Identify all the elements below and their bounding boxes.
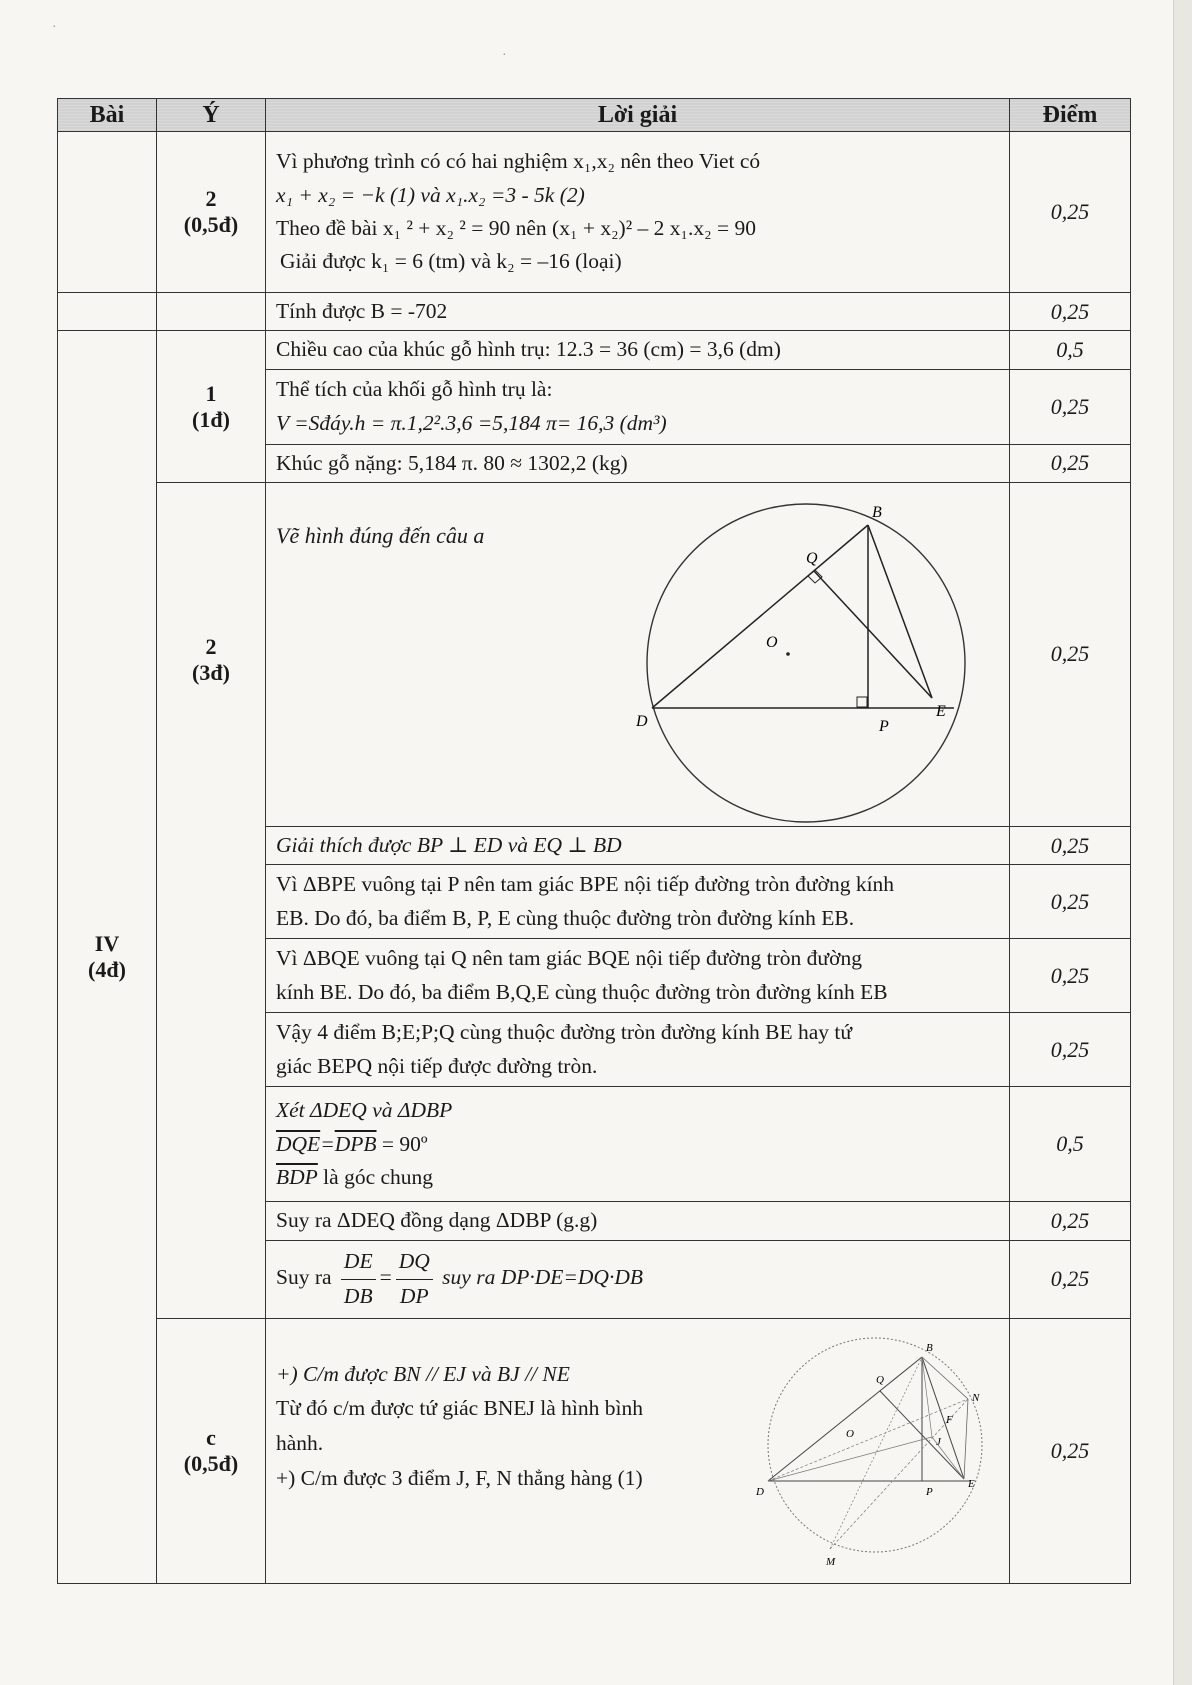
solution-cell: Chiều cao của khúc gỗ hình trụ: 12.3 = 36 (cm) = 3,6 (dm) [266, 331, 1010, 369]
table-row [58, 293, 1131, 331]
point-label-e: E [968, 1477, 975, 1490]
point-label-n: N [972, 1391, 980, 1404]
point-label-d: D [636, 712, 648, 730]
y-points: (3đ) [192, 659, 230, 685]
numerator: DQ [396, 1245, 433, 1279]
fraction-suffix: suy ra DP·DE=DQ·DB [442, 1265, 643, 1289]
header-y: Ý [157, 99, 266, 132]
solution-cell [266, 369, 1010, 444]
solution-cell: Suy ra ΔDEQ đồng dạng ΔDBP (g.g) [266, 1202, 1010, 1240]
header-loigiai: Lời giải [266, 99, 1010, 132]
solution-cell [266, 939, 1010, 1013]
angle-bdp: $\overline{BDP}$ [276, 1164, 318, 1189]
y-points: (0,5đ) [183, 212, 239, 237]
numerator: DE [341, 1245, 376, 1279]
equals-sign: = [379, 1265, 392, 1289]
y-points: (0,5đ) [183, 1450, 239, 1476]
solution-cell [266, 865, 1010, 939]
point-label-p: P [926, 1485, 933, 1498]
point-label-q: Q [806, 549, 818, 567]
score-cell: 0,25 [1010, 826, 1131, 864]
solution-line [276, 1161, 999, 1194]
equals-sign: = [320, 1131, 335, 1156]
solution-line: x₁ + x₂ = −k (1) và x₁.x₂ =3 - 5k (2) [276, 182, 585, 207]
y-number: c [206, 1424, 216, 1450]
solution-table [57, 98, 1131, 1584]
point-label-q: Q [876, 1373, 884, 1386]
solution-line [276, 1128, 999, 1161]
solution-line: Vậy 4 điểm B;E;P;Q cùng thuộc đường tròn đường kính BE hay tứ [276, 1020, 853, 1045]
score-cell: 0,25 [1010, 444, 1131, 482]
score-cell: 0,25 [1010, 1013, 1131, 1087]
point-label-j: J [936, 1435, 941, 1448]
denominator: DB [343, 1283, 373, 1308]
solution-line: Vẽ hình đúng đến câu a [276, 522, 485, 548]
y-cell [157, 132, 266, 293]
y-points: (1đ) [192, 406, 230, 432]
score-cell: 0,25 [1010, 865, 1131, 939]
score-cell: 0,25 [1010, 293, 1131, 331]
fraction-de-db [341, 1245, 376, 1313]
point-label-b: B [872, 503, 882, 521]
point-label-f: F [946, 1413, 953, 1426]
solution-line: Theo đề bài x₁ ² + x₂ ² = 90 nên (x₁ + x₂)² – 2 x₁.x₂ = 90 [276, 216, 757, 240]
solution-cell [266, 482, 1010, 826]
solution-cell [266, 1240, 1010, 1318]
score-cell: 0,25 [1010, 1318, 1131, 1583]
denominator: DP [399, 1283, 429, 1308]
point-label-e: E [936, 702, 946, 720]
geometry-diagram-c [750, 1329, 1000, 1579]
y-cell [157, 482, 266, 1318]
angle-dqe: $\overline{DQE}$ [276, 1131, 321, 1156]
solution-line: Vì ΔBPE vuông tại P nên tam giác BPE nội tiếp đường tròn đường kính [276, 872, 895, 897]
solution-line: giác BEPQ nội tiếp được đường tròn. [276, 1053, 598, 1078]
y-cell [157, 1318, 266, 1583]
y-number: 2 [205, 633, 217, 659]
y-cell [157, 293, 266, 331]
solution-cell [266, 1318, 1010, 1583]
table-row [58, 132, 1131, 293]
score-cell: 0,25 [1010, 369, 1131, 444]
solution-line: Vì ΔBQE vuông tại Q nên tam giác BQE nội tiếp đường tròn đường [276, 946, 862, 971]
solution-cell [266, 1013, 1010, 1087]
angle-dpb: $\overline{DPB}$ [334, 1131, 377, 1156]
table-row [58, 1318, 1131, 1583]
header-row [58, 99, 1131, 132]
solution-line: kính BE. Do đó, ba điểm B,Q,E cùng thuộc đường tròn đường kính EB [276, 979, 888, 1004]
solution-line: +) C/m được BN // EJ và BJ // NE [276, 1361, 570, 1386]
bai-number: IV [94, 930, 120, 956]
solution-line: Giải được k₁ = 6 (tm) và k₂ = –16 (loại) [280, 249, 622, 274]
solution-cell [266, 132, 1010, 293]
bai-cell [58, 293, 157, 331]
angle-value: = 90º [376, 1131, 428, 1156]
solution-cell: Khúc gỗ nặng: 5,184 π. 80 ≈ 1302,2 (kg) [266, 444, 1010, 482]
solution-line: +) C/m được 3 điểm J, F, N thẳng hàng (1) [276, 1466, 643, 1491]
score-cell: 0,25 [1010, 482, 1131, 826]
y-number: 2 [205, 186, 217, 211]
solution-cell: Tính được B = -702 [266, 293, 1010, 331]
solution-line: V =Sđáy.h = π.1,2².3,6 =5,184 π= 16,3 (dm³) [276, 410, 667, 435]
solution-line: hành. [276, 1431, 324, 1456]
angle-note: là góc chung [317, 1164, 434, 1189]
score-cell: 0,5 [1010, 331, 1131, 369]
geometry-diagram [636, 493, 976, 823]
solution-line: Từ đó c/m được tứ giác BNEJ là hình bình [276, 1396, 643, 1421]
point-label-m: M [826, 1555, 836, 1568]
solution-line: Thể tích của khối gỗ hình trụ là: [276, 377, 553, 402]
score-cell: 0,25 [1010, 1240, 1131, 1318]
page-edge [1173, 0, 1192, 1685]
score-cell: 0,25 [1010, 939, 1131, 1013]
figure-circle-1 [636, 493, 976, 833]
bai-cell-iv [58, 331, 157, 1583]
solution-line: Xét ΔDEQ và ΔDBP [276, 1098, 453, 1123]
score-cell: 0,25 [1010, 1202, 1131, 1240]
header-diem: Điểm [1010, 99, 1131, 132]
figure-circle-2 [750, 1329, 1000, 1589]
solution-line: EB. Do đó, ba điểm B, P, E cùng thuộc đường tròn đường kính EB. [276, 905, 855, 930]
scan-speck: · [52, 20, 57, 35]
bai-points: (4đ) [88, 956, 126, 982]
solution-cell: Giải thích được BP ⊥ ED và EQ ⊥ BD [266, 826, 1010, 864]
point-label-o: O [846, 1427, 854, 1440]
solution-cell [266, 1087, 1010, 1202]
table-row [58, 331, 1131, 369]
point-label-d: D [756, 1485, 764, 1498]
solution-line: Vì phương trình có có hai nghiệm x₁,x₂ nên theo Viet có [276, 149, 761, 174]
scan-speck: · [502, 48, 507, 63]
point-label-b: B [926, 1341, 933, 1354]
header-bai: Bài [58, 99, 157, 132]
point-label-o: O [766, 633, 778, 651]
bai-cell [58, 132, 157, 293]
score-cell: 0,5 [1010, 1087, 1131, 1202]
y-cell [157, 331, 266, 483]
fraction-prefix: Suy ra [276, 1265, 332, 1289]
table-row [58, 482, 1131, 826]
y-number: 1 [205, 380, 217, 406]
score-cell: 0,25 [1010, 132, 1131, 293]
point-label-p: P [879, 717, 889, 735]
fraction-dq-dp [396, 1245, 433, 1313]
